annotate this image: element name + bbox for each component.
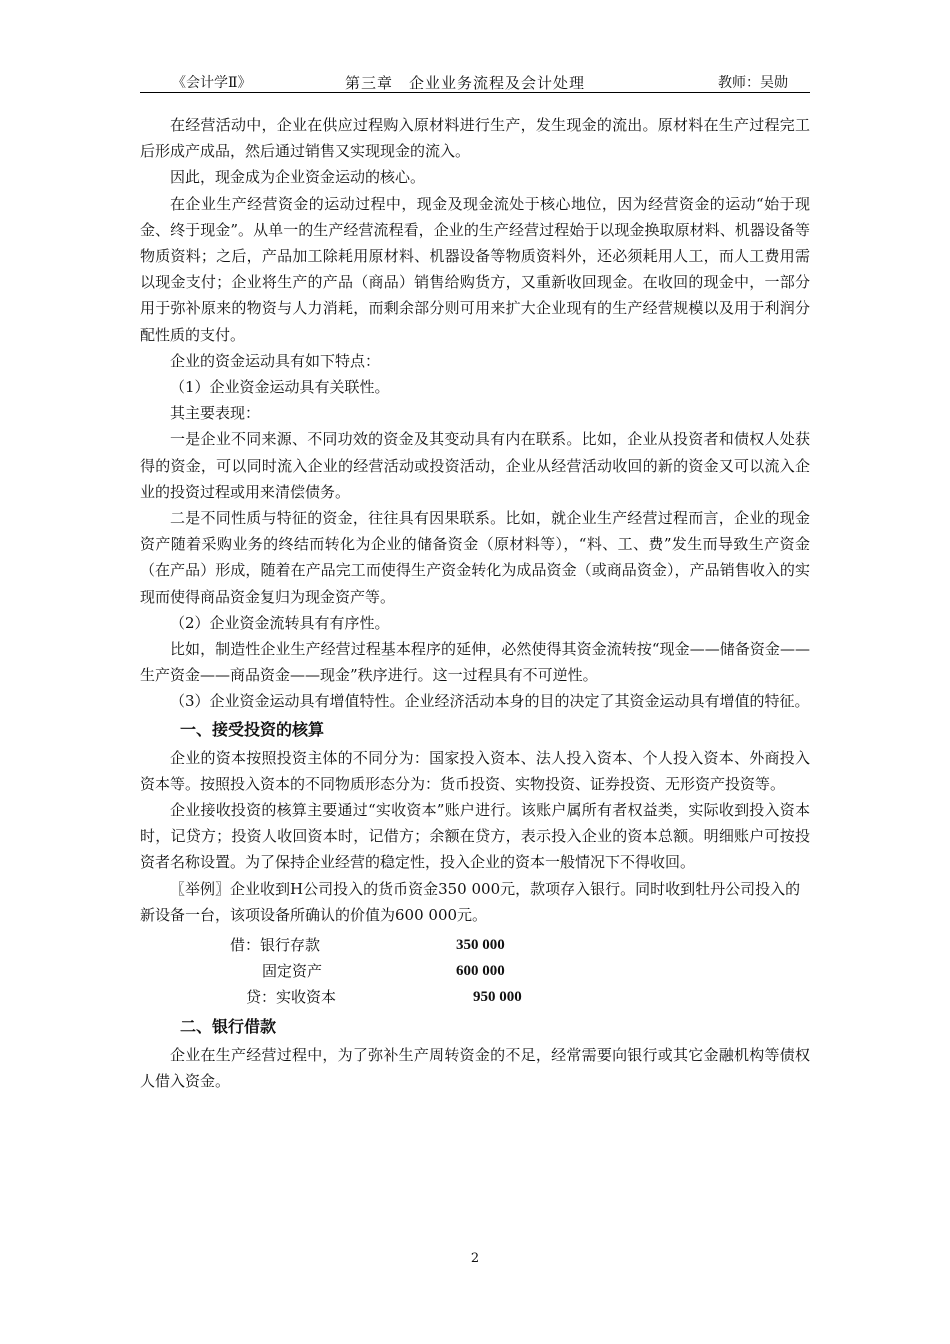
section-heading: 二、银行借款	[180, 1017, 277, 1037]
paragraph: 因此，现金成为企业资金运动的核心。	[170, 168, 426, 187]
journal-line	[140, 984, 810, 1010]
entry-account: 贷：实收资本	[246, 988, 337, 1007]
section-heading: 一、接受投资的核算	[180, 719, 325, 739]
paragraph: 企业在生产经营过程中，为了弥补生产周转资金的不足，经常需要向银行或其它金融机构等债权人借入资金。	[140, 1046, 810, 1091]
paragraph: （1）企业资金运动具有关联性。	[170, 378, 390, 397]
paragraph: 企业的资金运动具有如下特点：	[170, 351, 381, 370]
paragraph: 在经营活动中，企业在供应过程购入原材料进行生产，发生现金的流出。原材料在生产过程完工后形成产成品，然后通过销售又实现现金的流入。	[140, 116, 810, 161]
paragraph: （3）企业资金运动具有增值特性。企业经济活动本身的目的决定了其资金运动具有增值的特征。	[170, 692, 810, 711]
paragraph: （2）企业资金流转具有有序性。	[170, 613, 390, 632]
paragraph: 企业接收投资的核算主要通过“实收资本”账户进行。该账户属所有者权益类，实际收到投入资本时，记贷方；投资人收回资本时，记借方；余额在贷方，表示投入企业的资本总额。明细账户可按投资者名称设置。为了保持企业经营的稳定性，投入企业的资本一般情况下不得收回。	[140, 801, 810, 872]
example-paragraph: 〖举例〗企业收到H公司投入的货币资金350 000元，款项存入银行。同时收到牡丹公司投入的新设备一台，该项设备所确认的价值为600 000元。	[140, 879, 801, 924]
journal-entry	[140, 932, 810, 1010]
entry-amount: 350 000	[456, 937, 505, 954]
paragraph: 企业的资本按照投资主体的不同分为：国家投入资本、法人投入资本、个人投入资本、外商投入资本等。按照投入资本的不同物质形态分为：货币投资、实物投资、证券投资、无形资产投资等。	[140, 748, 810, 793]
paragraph: 比如，制造性企业生产经营过程基本程序的延伸，必然使得其资金流转按“现金——储备资金——生产资金——商品资金——现金”秩序进行。这一过程具有不可逆性。	[140, 640, 810, 685]
paragraph: 其主要表现：	[170, 404, 261, 423]
header-rule	[140, 92, 810, 93]
course-title: 《会计学Ⅱ》	[172, 75, 252, 91]
entry-account: 借：银行存款	[230, 936, 321, 955]
journal-line	[140, 932, 810, 958]
chapter-title: 第三章 企业业务流程及会计处理	[345, 74, 586, 92]
entry-account: 固定资产	[262, 962, 323, 981]
teacher-name: 教师：吴勋	[718, 75, 788, 91]
entry-amount: 950 000	[473, 989, 522, 1006]
document-body	[140, 112, 810, 1095]
page-header	[140, 70, 810, 92]
entry-amount: 600 000	[456, 963, 505, 980]
paragraph: 在企业生产经营资金的运动过程中，现金及现金流处于核心地位，因为经营资金的运动“始于现金、终于现金”。从单一的生产经营流程看，企业的生产经营过程始于以现金换取原材料、机器设备等物质资料；之后，产品加工除耗用原材料、机器设备等物质资料外，还必须耗用人工，而人工费用需以现金支付；企业将生产的产品（商品）销售给购货方，又重新收回现金。在收回的现金中，一部分用于弥补原来的物资与人力消耗，而剩余部分则可用来扩大企业现有的生产经营规模以及用于利润分配性质的支付。	[140, 194, 810, 344]
page-number: 2	[470, 1251, 480, 1266]
paragraph: 二是不同性质与特征的资金，往往具有因果联系。比如，就企业生产经营过程而言，企业的现金资产随着采购业务的终结而转化为企业的储备资金（原材料等），“料、工、费”发生而导致生产资金（在产品）形成，随着在产品完工而使得生产资金转化为成品资金（或商品资金），产品销售收入的实现而使得商品资金复归为现金资产等。	[140, 509, 810, 606]
journal-line	[140, 958, 810, 984]
paragraph: 一是企业不同来源、不同功效的资金及其变动具有内在联系。比如，企业从投资者和债权人处获得的资金，可以同时流入企业的经营活动或投资活动，企业从经营活动收回的新的资金又可以流入企业的投资过程或用来清偿债务。	[140, 430, 810, 501]
